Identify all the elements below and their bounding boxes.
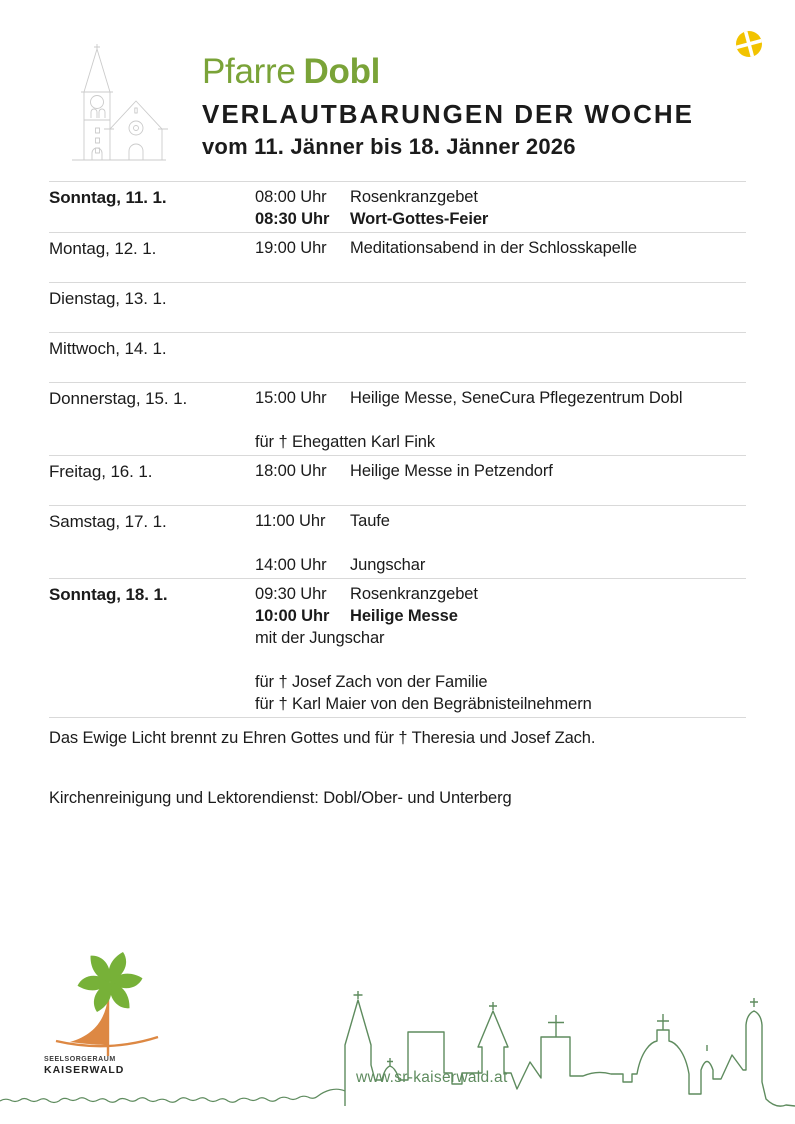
table-row	[49, 505, 746, 578]
schedule-line	[255, 387, 746, 409]
brand-name: Dobl	[303, 52, 381, 91]
event-time: 11:00 Uhr	[255, 512, 326, 530]
schedule-line	[255, 460, 746, 482]
schedule-line	[255, 649, 746, 671]
cleaning-note: Kirchenreinigung und Lektorendienst: Dobl/Ober- und Unterberg	[49, 789, 512, 807]
row-lines	[255, 460, 746, 503]
row-lines	[255, 186, 746, 230]
day-label: Samstag, 17. 1.	[49, 512, 167, 531]
day-label: Dienstag, 13. 1.	[49, 289, 167, 308]
schedule-line	[255, 510, 746, 532]
schedule-line	[255, 208, 746, 230]
event-time: 09:30 Uhr	[255, 585, 327, 603]
schedule-line	[255, 671, 746, 693]
day-label: Sonntag, 11. 1.	[49, 188, 167, 207]
schedule-line	[255, 431, 746, 453]
table-row	[49, 455, 746, 505]
skyline-illustration	[330, 985, 795, 1108]
table-row	[49, 282, 746, 332]
website-link[interactable]: www.sr-kaiserwald.at	[356, 1069, 508, 1086]
event-time: 14:00 Uhr	[255, 556, 327, 574]
table-row	[49, 382, 746, 455]
table-row	[49, 232, 746, 282]
header	[202, 54, 762, 160]
org-name	[44, 1056, 124, 1076]
document-title: VERLAUTBARUNGEN DER WOCHE	[202, 98, 694, 129]
schedule-line	[255, 237, 746, 259]
event-text: Rosenkranzgebet	[350, 585, 478, 603]
event-time: 08:30 Uhr	[255, 210, 330, 228]
event-text: Heilige Messe, SeneCura Pflegezentrum Dobl	[350, 389, 683, 407]
event-note: mit der Jungschar	[255, 629, 385, 647]
day-label: Sonntag, 18. 1.	[49, 585, 168, 604]
event-time: 19:00 Uhr	[255, 239, 327, 257]
row-lines	[255, 337, 746, 380]
schedule-line	[255, 409, 746, 431]
table-row	[49, 181, 746, 232]
brand-prefix: Pfarre	[202, 52, 296, 91]
event-text: Jungschar	[350, 556, 426, 574]
schedule-table	[49, 181, 746, 718]
day-label: Donnerstag, 15. 1.	[49, 389, 188, 408]
date-range: vom 11. Jänner bis 18. Jänner 2026	[202, 134, 576, 160]
eternal-light-note: Das Ewige Licht brennt zu Ehren Gottes und für † Theresia und Josef Zach.	[49, 729, 596, 747]
page-title	[202, 54, 762, 91]
kaiserwald-logo-icon	[52, 938, 164, 1060]
org-name-line1: SEELSORGERAUM	[44, 1056, 116, 1063]
row-lines	[255, 387, 746, 453]
schedule-line	[255, 605, 746, 627]
event-text: Wort-Gottes-Feier	[350, 210, 489, 228]
event-time: 10:00 Uhr	[255, 607, 330, 625]
event-note: für † Josef Zach von der Familie	[255, 673, 488, 691]
day-label: Freitag, 16. 1.	[49, 462, 153, 481]
day-label: Montag, 12. 1.	[49, 239, 157, 258]
row-lines	[255, 510, 746, 576]
schedule-line	[255, 554, 746, 576]
schedule-line	[255, 693, 746, 715]
event-text: Meditationsabend in der Schlosskapelle	[350, 239, 637, 257]
event-time: 15:00 Uhr	[255, 389, 327, 407]
wave-illustration	[0, 1086, 348, 1112]
event-text: Heilige Messe in Petzendorf	[350, 462, 553, 480]
day-label: Mittwoch, 14. 1.	[49, 339, 167, 358]
schedule-line	[255, 186, 746, 208]
row-lines	[255, 287, 746, 330]
row-lines	[255, 237, 746, 280]
table-row	[49, 332, 746, 382]
table-row	[49, 578, 746, 717]
org-name-line2: KAISERWALD	[44, 1064, 125, 1077]
schedule-line	[255, 627, 746, 649]
schedule-line	[255, 583, 746, 605]
row-lines	[255, 583, 746, 715]
church-outline-icon	[64, 42, 170, 164]
event-note: für † Karl Maier von den Begräbnisteilnehmern	[255, 695, 592, 713]
schedule-line	[255, 532, 746, 554]
event-text: Rosenkranzgebet	[350, 188, 478, 206]
event-text: Heilige Messe	[350, 607, 458, 625]
event-text: Taufe	[350, 512, 390, 530]
event-time: 08:00 Uhr	[255, 188, 327, 206]
event-time: 18:00 Uhr	[255, 462, 327, 480]
event-note: für † Ehegatten Karl Fink	[255, 433, 436, 451]
